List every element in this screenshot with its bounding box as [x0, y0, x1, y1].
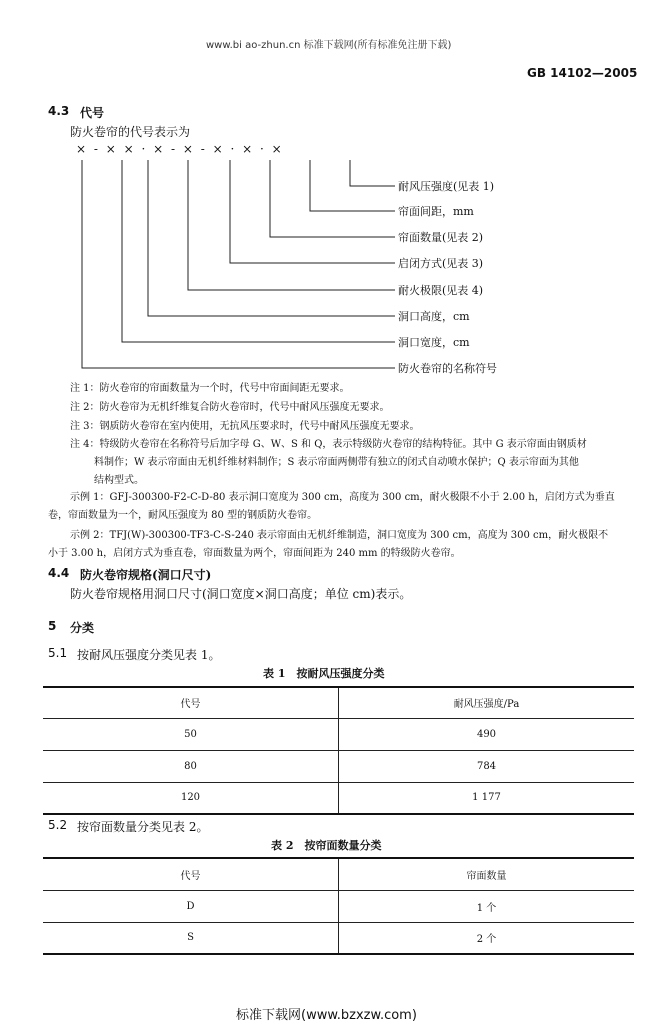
leader-name-symbol	[82, 160, 395, 368]
note-4-line-3: 结构型式。	[94, 475, 144, 486]
label-wind-pressure: 耐风压强度(见表 1)	[398, 180, 495, 193]
note-2: 注 2：防火卷帘为无机纤维复合防火卷帘时，代号中耐风压强度无要求。	[70, 402, 390, 413]
table-2-cell-count: 1 个	[339, 890, 635, 922]
section-5-number: 5	[48, 619, 57, 633]
footer-source: 标准下载网(www.bzxzw.com)	[236, 1008, 417, 1023]
table-1-cell-code: 80	[43, 750, 339, 782]
table-2-header-code: 代号	[43, 858, 339, 890]
table-row	[43, 750, 634, 782]
section-5-title: 分类	[70, 621, 95, 635]
table-2-caption: 表 2 按帘面数量分类	[271, 839, 382, 852]
note-4-line-2: 料制作；W 表示帘面由无机纤维材料制作；S 表示帘面两侧带有独立的闭式自动喷水保护；Q 表示帘面为其他	[94, 457, 579, 468]
example-1-line-2: 卷，帘面数量为一个，耐风压强度为 80 型的钢质防火卷帘。	[48, 510, 318, 521]
section-5-2-number: 5.2	[48, 818, 68, 832]
label-fire-limit: 耐火极限(见表 4)	[398, 284, 484, 297]
label-opening-width: 洞口宽度，cm	[398, 336, 470, 349]
section-5-1-number: 5.1	[48, 646, 68, 660]
leader-opening-height	[148, 160, 395, 316]
table-row	[43, 718, 634, 750]
section-4-4-title: 防火卷帘规格(洞口尺寸)	[80, 568, 212, 582]
label-opening-height: 洞口高度，cm	[398, 310, 470, 323]
code-diagram-lines	[0, 0, 672, 380]
table-2-cell-count: 2 个	[339, 922, 635, 954]
table-2-header-row	[43, 858, 634, 890]
table-1-cell-code: 50	[43, 718, 339, 750]
table-2	[43, 857, 634, 955]
label-curtain-spacing: 帘面间距，mm	[398, 205, 474, 218]
leader-opening-width	[122, 160, 395, 342]
label-name-symbol: 防火卷帘的名称符号	[398, 362, 497, 375]
table-2-header-count: 帘面数量	[339, 858, 635, 890]
table-1-cell-pressure: 784	[339, 750, 635, 782]
table-1-header-row	[43, 687, 634, 718]
table-row	[43, 922, 634, 954]
example-2-line-2: 小于 3.00 h，启闭方式为垂直卷，帘面数量为两个，帘面间距为 240 mm 的特级防火卷帘。	[48, 548, 461, 559]
label-open-close: 启闭方式(见表 3)	[398, 257, 484, 270]
section-4-4-body: 防火卷帘规格用洞口尺寸(洞口宽度×洞口高度；单位 cm)表示。	[70, 587, 412, 601]
table-1-cell-pressure: 1 177	[339, 782, 635, 814]
code-pattern: × - × × · × - × - × · × · ×	[76, 142, 283, 156]
table-1	[43, 686, 634, 815]
leader-fire-limit	[188, 160, 395, 290]
table-row	[43, 782, 634, 814]
example-2-line-1: 示例 2：TFJ(W)-300300-TF3-C-S-240 表示帘面由无机纤维制造，洞口宽度为 300 cm，高度为 300 cm，耐火极限不	[70, 530, 609, 541]
table-2-cell-code: D	[43, 890, 339, 922]
note-3: 注 3：钢质防火卷帘在室内使用，无抗风压要求时，代号中耐风压强度无要求。	[70, 421, 420, 432]
leader-curtain-count	[270, 160, 395, 237]
section-4-3-intro: 防火卷帘的代号表示为	[70, 125, 191, 139]
section-5-2-body: 按帘面数量分类见表 2。	[77, 820, 209, 834]
note-1: 注 1：防火卷帘的帘面数量为一个时，代号中帘面间距无要求。	[70, 383, 350, 394]
section-4-3-title: 代号	[80, 106, 105, 120]
section-5-1-body: 按耐风压强度分类见表 1。	[77, 648, 221, 662]
header-watermark: www.bi ao-zhun.cn 标准下载网(所有标准免注册下载)	[206, 40, 452, 51]
table-2-cell-code: S	[187, 932, 194, 944]
label-curtain-count: 帘面数量(见表 2)	[398, 231, 484, 244]
leader-wind-pressure	[350, 160, 395, 186]
table-1-cell-pressure: 490	[339, 718, 635, 750]
note-4-line-1: 注 4：特级防火卷帘在名称符号后加字母 G、W、S 和 Q，表示特级防火卷帘的结构特征。其中 G 表示帘面由钢质材	[70, 439, 587, 450]
table-1-header-code: 代号	[43, 687, 339, 718]
table-1-cell-code: 120	[180, 792, 201, 804]
table-1-caption: 表 1 按耐风压强度分类	[263, 667, 385, 680]
section-4-4-number: 4.4	[48, 566, 70, 580]
section-4-3-number: 4.3	[48, 104, 70, 118]
standard-number: GB 14102—2005	[527, 66, 638, 80]
example-1-line-1: 示例 1：GFJ-300300-F2-C-D-80 表示洞口宽度为 300 cm，高度为 300 cm，耐火极限不小于 2.00 h，启闭方式为垂直	[70, 492, 615, 503]
table-1-header-pressure: 耐风压强度/Pa	[339, 687, 635, 718]
table-row	[43, 890, 634, 922]
